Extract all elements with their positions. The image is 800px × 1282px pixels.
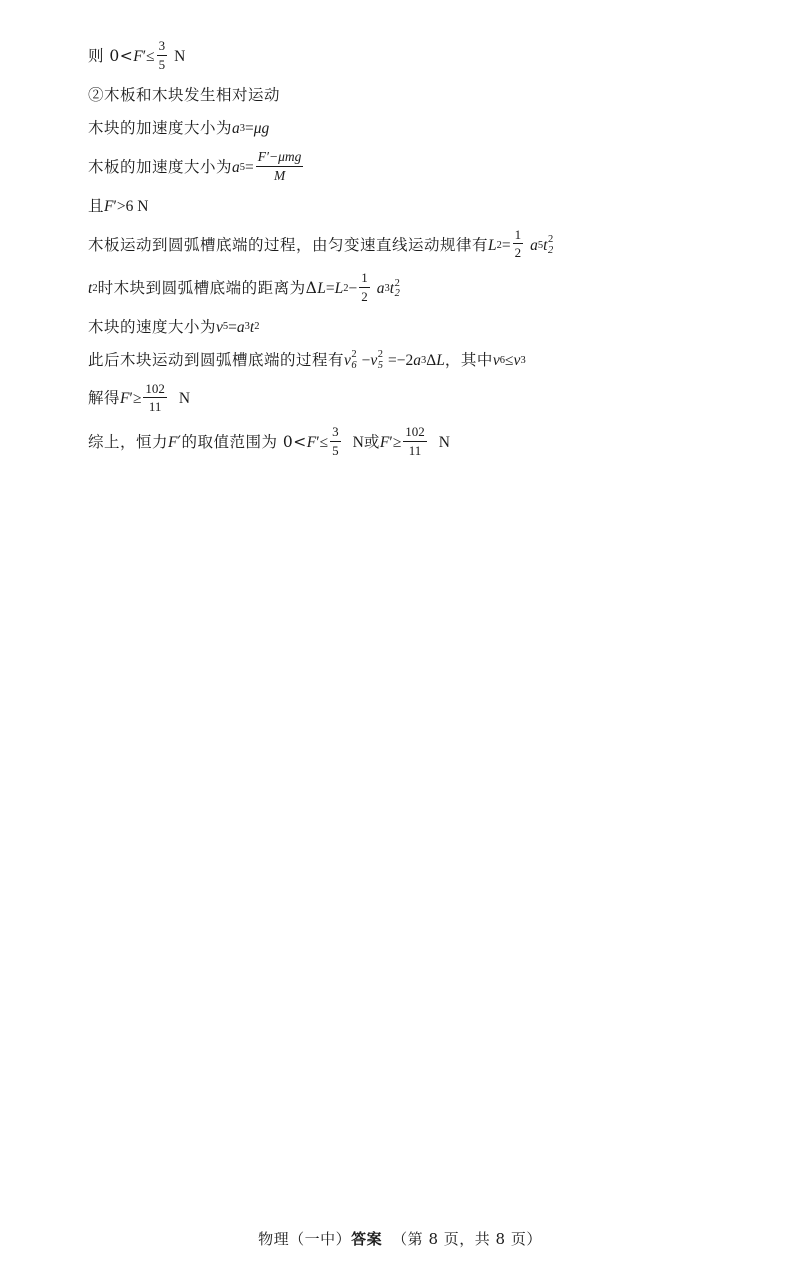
line-7 [88, 272, 728, 306]
fraction-numerator: 3 [158, 38, 166, 54]
footer-subject: 物理（一中） [258, 1230, 352, 1248]
math-sub-superscript [378, 350, 383, 371]
fraction-bar [256, 166, 304, 167]
math-variable: a [232, 119, 240, 137]
cn-text: ②木板和木块发生相对运动 [88, 85, 281, 104]
math-variable: t [249, 318, 255, 336]
math-variable: a [530, 236, 538, 254]
math-variable: F [168, 434, 178, 452]
math-subscript: 6 [351, 359, 357, 371]
math-subscript: 2 [92, 283, 98, 295]
fraction-numerator: 1 [361, 270, 368, 286]
math-operator: N [178, 390, 191, 408]
math-subscript: 2 [254, 321, 260, 333]
line-5 [88, 195, 728, 218]
fraction-bar [359, 287, 370, 288]
math-operator: = [501, 236, 511, 254]
math-operator: N [438, 434, 450, 452]
math-fraction [143, 381, 167, 415]
cn-text: 解得 [88, 389, 121, 408]
footer-page-info: （第 8 页，共 8 页） [392, 1230, 542, 1248]
math-operator: = [245, 119, 254, 137]
math-fraction [330, 424, 341, 458]
math-variable: v [492, 351, 500, 369]
cn-text: 木块的速度大小为 [88, 317, 217, 336]
math-subscript: 2 [343, 283, 349, 295]
cn-text: ′的取值范围为 0< [177, 433, 307, 452]
fraction-bar [330, 441, 341, 442]
math-operator: ≤ [505, 351, 514, 369]
math-operator: =−2 [388, 351, 414, 369]
math-variable: L [436, 351, 445, 369]
math-operator: ′≤ [142, 48, 155, 66]
math-sub-superscript [395, 279, 400, 300]
math-subscript: 3 [239, 122, 246, 134]
fraction-numerator: 3 [332, 424, 339, 440]
footer-label: 答案 [351, 1230, 383, 1248]
math-superscript: 2 [394, 277, 400, 289]
math-subscript: 2 [547, 244, 554, 256]
math-variable: L [317, 280, 326, 298]
fraction-numerator: F′−μmg [257, 148, 302, 164]
fraction-bar [143, 397, 167, 398]
math-fraction [256, 149, 304, 184]
fraction-denominator: M [273, 167, 286, 183]
math-fraction [403, 424, 427, 458]
line-11 [88, 426, 728, 460]
math-subscript: 3 [244, 321, 250, 333]
math-operator: N [352, 434, 364, 452]
math-operator: = [245, 159, 254, 177]
math-subscript: 2 [394, 288, 400, 300]
fraction-denominator: 11 [408, 442, 422, 458]
math-operator: − [361, 351, 371, 369]
cn-text: 或 [363, 433, 380, 452]
fraction-bar [157, 55, 168, 56]
math-operator: = [325, 280, 335, 298]
math-variable: v [513, 351, 521, 369]
math-variable: a [232, 159, 240, 177]
line-10 [88, 382, 728, 416]
math-variable: F [379, 434, 390, 452]
math-fraction [157, 38, 168, 72]
math-operator: − [348, 280, 358, 298]
math-superscript: 2 [377, 349, 384, 361]
math-operator: ′≤ [316, 434, 329, 452]
cn-text: 则 0< [88, 47, 134, 66]
math-fraction [359, 270, 370, 304]
line-9 [88, 349, 728, 372]
math-superscript: 2 [351, 349, 357, 361]
math-subscript: 5 [222, 321, 229, 333]
math-variable: a [413, 351, 422, 369]
fraction-denominator: 2 [514, 245, 522, 261]
math-variable: μg [253, 119, 270, 137]
math-variable: v [216, 318, 223, 336]
math-variable: L [334, 280, 344, 298]
cn-text: 木块的加速度大小为 [88, 118, 233, 137]
page-footer [0, 1228, 800, 1249]
fraction-denominator: 5 [332, 442, 339, 458]
math-variable: a [376, 280, 385, 298]
math-operator: ′≥ [129, 390, 142, 408]
math-subscript: 3 [520, 354, 526, 366]
fraction-denominator: 5 [158, 56, 166, 72]
math-operator: ′≥ [389, 434, 402, 452]
math-variable: F [120, 390, 130, 408]
math-variable: a [236, 318, 245, 336]
fraction-denominator: 11 [148, 398, 162, 414]
math-variable: F [306, 434, 317, 452]
math-subscript: 5 [377, 359, 384, 371]
math-subscript: 3 [421, 354, 427, 366]
line-2 [88, 84, 728, 107]
math-subscript: 2 [496, 239, 502, 251]
math-variable: v [370, 351, 378, 369]
math-variable: F [133, 48, 143, 66]
math-variable: v [344, 351, 351, 369]
math-variable: t [88, 280, 93, 298]
line-1 [88, 40, 728, 74]
math-subscript: 3 [384, 283, 390, 295]
math-variable: t [389, 280, 395, 298]
cn-text: 木板运动到圆弧槽底端的过程，由匀变速直线运动规律有 [88, 235, 489, 254]
math-subscript: 6 [499, 354, 506, 366]
fraction-numerator: 102 [405, 424, 425, 440]
math-operator: Δ [426, 351, 437, 369]
fraction-denominator: 2 [361, 288, 368, 304]
math-variable: t [543, 236, 548, 254]
cn-text: 木板的加速度大小为 [88, 158, 233, 177]
math-fraction [513, 227, 524, 261]
cn-text: 时木块到圆弧槽底端的距离为Δ [97, 279, 318, 298]
math-sub-superscript [548, 235, 553, 256]
math-superscript: 2 [547, 233, 554, 245]
math-variable: L [488, 236, 497, 254]
answer-body [88, 40, 728, 469]
cn-text: 此后木块运动到圆弧槽底端的过程有 [88, 350, 345, 369]
cn-text: 综上，恒力 [88, 433, 169, 452]
cn-text: 且 [88, 197, 105, 215]
math-subscript: 5 [239, 162, 246, 174]
line-6 [88, 228, 728, 262]
math-sub-superscript [351, 350, 356, 371]
math-subscript: 5 [537, 239, 544, 251]
math-operator: N [174, 48, 186, 66]
line-8 [88, 316, 728, 339]
fraction-bar [403, 441, 427, 442]
cn-text: ，其中 [444, 350, 493, 369]
math-variable: F [104, 198, 114, 215]
line-4 [88, 150, 728, 185]
line-3 [88, 117, 728, 140]
math-operator: ′>6 N [113, 198, 149, 215]
fraction-numerator: 102 [145, 380, 165, 396]
fraction-bar [513, 243, 524, 244]
fraction-numerator: 1 [514, 226, 522, 242]
math-operator: = [228, 318, 237, 336]
